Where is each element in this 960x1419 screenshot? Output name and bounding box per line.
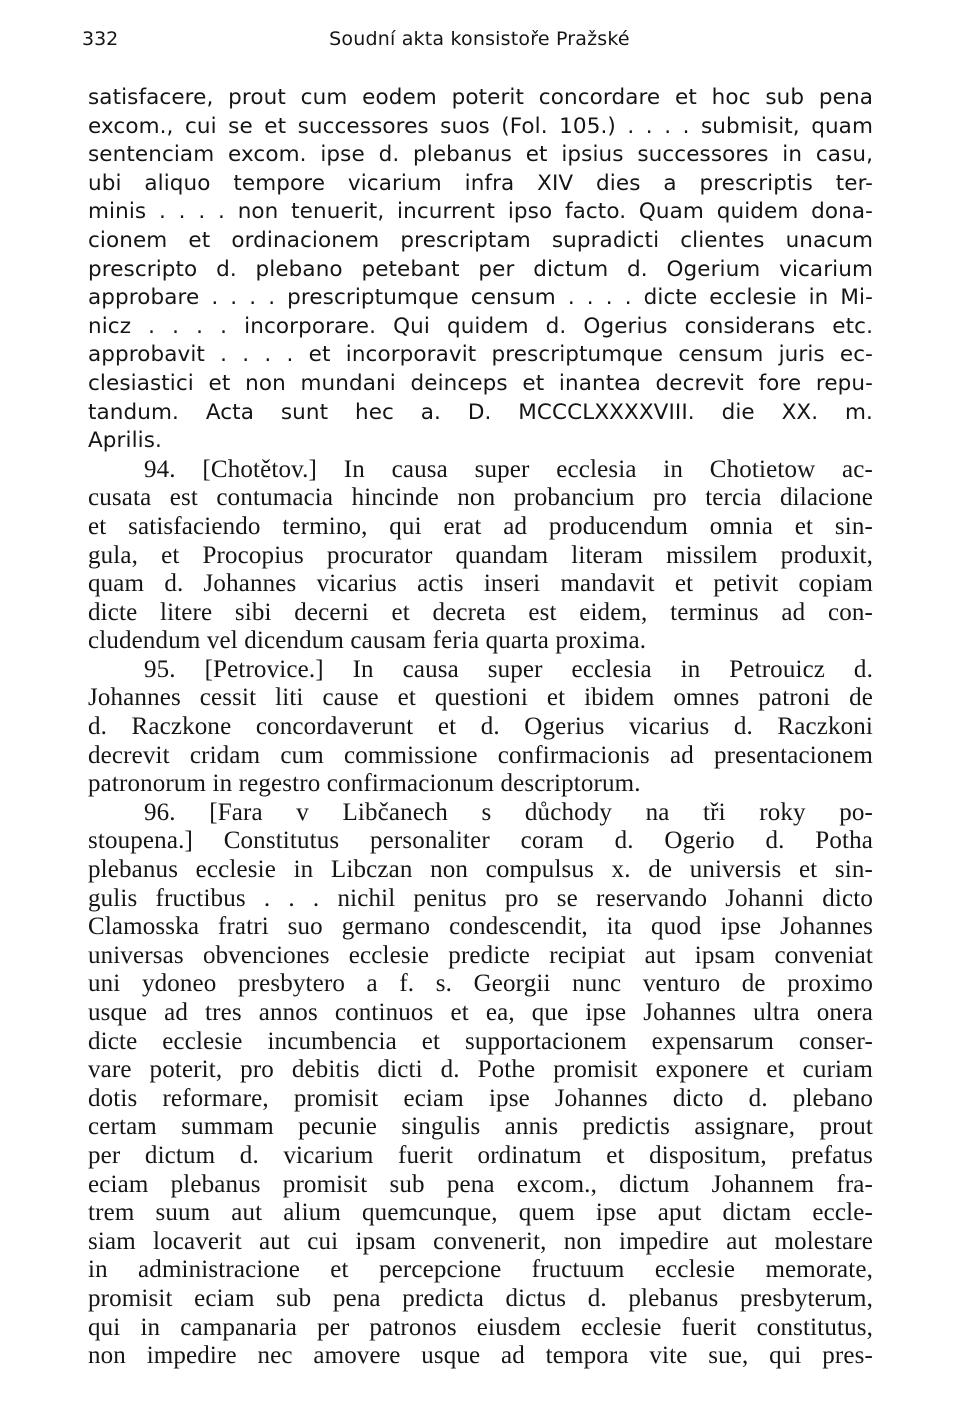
text-line: excom., cui se et successores suos (Fol. 105.) . . . . submisit, quam	[88, 113, 873, 139]
entry-96	[88, 799, 873, 1371]
text-line: eciam plebanus promisit sub pena excom., dictum Johannem fra-	[88, 1170, 873, 1198]
text-line: plebanus ecclesie in Libczan non compulsus x. de universis et sin-	[88, 856, 873, 884]
text-line: patronorum in regestro confirmacionum descriptorum.	[88, 770, 641, 798]
text-line: decrevit cridam cum commissione confirmacionis ad presentacionem	[88, 741, 873, 769]
text-line: universas obvenciones ecclesie predicte recipiat aut ipsam conveniat	[88, 941, 873, 969]
text-line: non impedire nec amovere usque ad tempora vite sue, qui pres-	[88, 1342, 873, 1370]
text-line: tandum. Acta sunt hec a. D. MCCCLXXXXVIII. die XX. m.	[88, 399, 873, 425]
text-line: dicte litere sibi decerni et decreta est eidem, terminus ad con-	[88, 598, 873, 626]
text-line: quam d. Johannes vicarius actis inseri mandavit et petivit copiam	[88, 570, 873, 598]
text-line: 94. [Chotětov.] In causa super ecclesia in Chotietow ac-	[144, 455, 873, 483]
text-line: stoupena.] Constitutus personaliter coram d. Ogerio d. Potha	[88, 827, 873, 855]
text-line: certam summam pecunie singulis annis predictis assignare, prout	[88, 1113, 873, 1141]
text-line: in administracione et percepcione fructuum ecclesie memorate,	[88, 1256, 873, 1284]
text-line: Johannes cessit liti cause et questioni et ibidem omnes patroni de	[88, 684, 873, 712]
text-line: cludendum vel dicendum causam feria quarta proxima.	[88, 627, 647, 655]
entry-94	[88, 456, 873, 656]
text-line: cionem et ordinacionem prescriptam supradicti clientes unacum	[88, 227, 873, 253]
text-line: gula, et Procopius procurator quandam literam missilem produxit,	[88, 541, 873, 569]
text-line: gulis fructibus . . . nichil penitus pro se reservando Johanni dicto	[88, 884, 873, 912]
text-line: trem suum aut alium quemcunque, quem ipse aput dictam eccle-	[88, 1199, 873, 1227]
text-line: usque ad tres annos continuos et ea, que ipse Johannes ultra onera	[88, 999, 873, 1026]
text-line: d. Raczkone concordaverunt et d. Ogerius vicarius d. Raczkoni	[88, 713, 873, 741]
text-line: approbavit . . . . et incorporavit prescriptumque censum juris ec-	[88, 342, 873, 368]
paragraph-continuation	[88, 84, 873, 456]
running-title: Soudní akta konsistoře Pražské	[329, 28, 630, 50]
text-line: clesiastici et non mundani deinceps et inantea decrevit fore repu-	[88, 370, 873, 396]
text-line: siam locaverit aut cui ipsam convenerit, non impedire aut molestare	[88, 1227, 873, 1255]
text-line: promisit eciam sub pena predicta dictus d. plebanus presbyterum,	[88, 1284, 873, 1312]
text-line: 96. [Fara v Libčanech s důchody na tři roky po-	[144, 798, 873, 826]
text-line: prescripto d. plebano petebant per dictum d. Ogerium vicarium	[88, 256, 873, 282]
page-number: 332	[82, 28, 119, 50]
text-line: per dictum d. vicarium fuerit ordinatum et dispositum, prefatus	[88, 1141, 873, 1169]
text-line: Clamosska fratri suo germano condescendit, ita quod ipse Johannes	[88, 913, 873, 941]
text-line: dicte ecclesie incumbencia et supportacionem expensarum conser-	[88, 1027, 873, 1055]
text-line: satisfacere, prout cum eodem poterit concordare et hoc sub pena	[88, 85, 873, 110]
text-line: et satisfaciendo termino, qui erat ad producendum omnia et sin-	[88, 512, 873, 540]
entry-95	[88, 656, 873, 799]
text-line: 95. [Petrovice.] In causa super ecclesia in Petrouicz d.	[144, 655, 873, 683]
text-line: cusata est contumacia hincinde non probancium pro tercia dilacione	[88, 484, 873, 512]
text-line: uni ydoneo presbytero a f. s. Georgii nunc venturo de proximo	[88, 970, 873, 998]
running-head	[82, 24, 877, 54]
text-line: qui in campanaria per patronos eiusdem ecclesie fuerit constitutus,	[88, 1313, 873, 1341]
text-line: approbare . . . . prescriptumque censum . . . . dicte ecclesie in Mi-	[88, 285, 873, 311]
text-line: sentenciam excom. ipse d. plebanus et ipsius successores in casu,	[88, 142, 873, 168]
text-line: ubi aliquo tempore vicarium infra XIV dies a prescriptis ter-	[88, 170, 873, 196]
body-text	[88, 84, 873, 1371]
text-line: Aprilis.	[88, 428, 162, 454]
text-line: nicz . . . . incorporare. Qui quidem d. Ogerius considerans etc.	[88, 313, 873, 339]
text-line: dotis reformare, promisit eciam ipse Johannes dicto d. plebano	[88, 1084, 873, 1112]
text-line: minis . . . . non tenuerit, incurrent ipso facto. Quam quidem dona-	[88, 199, 873, 225]
text-line: vare poterit, pro debitis dicti d. Pothe promisit exponere et curiam	[88, 1056, 873, 1084]
